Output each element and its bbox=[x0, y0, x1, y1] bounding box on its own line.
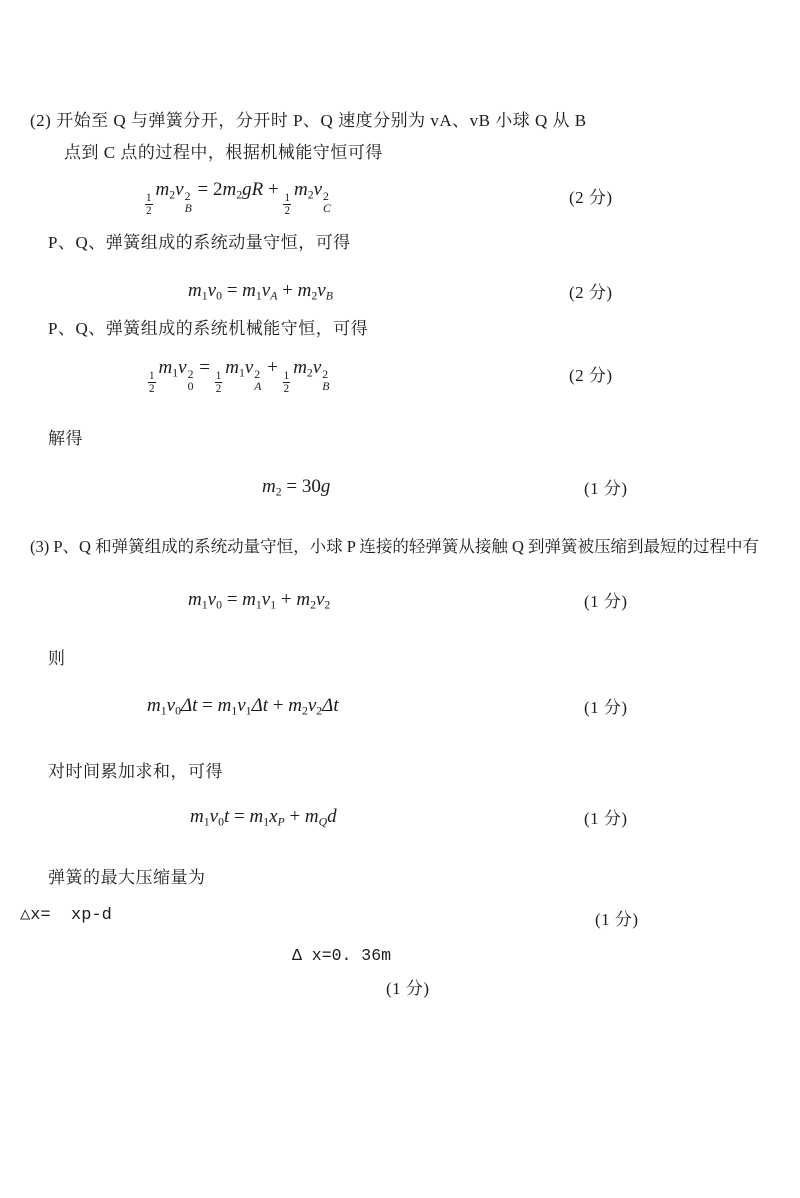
label-solve: 解得 bbox=[48, 429, 83, 448]
score-label-eq7: (1 分) bbox=[584, 809, 628, 828]
equation-impulse: $m_1v_0\Delta t = m_1v_1\Delta t + m_2v_2\Delta t$ bbox=[147, 695, 339, 718]
score-label-eq3: (2 分) bbox=[569, 366, 613, 385]
part2-intro-line1: (2) 开始至 Q 与弹簧分开，分开时 P、Q 速度分别为 vA、vB 小球 Q 从 B bbox=[30, 111, 587, 130]
score-label-eq5: (1 分) bbox=[584, 592, 628, 611]
label-momentum-conservation: P、Q、弹簧组成的系统动量守恒，可得 bbox=[48, 233, 351, 252]
equation-momentum-PQ: $m_1v_0 = m_1v_A + m_2v_B$ bbox=[188, 280, 333, 303]
equation-displacement: $m_1v_0t = m_1x_P + m_Qd$ bbox=[190, 806, 337, 829]
score-label-eq6: (1 分) bbox=[584, 698, 628, 717]
score-label-eq1: (2 分) bbox=[569, 188, 613, 207]
part2-intro-line2: 点到 C 点的过程中，根据机械能守恒可得 bbox=[64, 143, 383, 162]
score-label-eq4: (1 分) bbox=[584, 479, 628, 498]
part3-intro-line: (3) P、Q 和弹簧组成的系统动量守恒，小球 P 连接的轻弹簧从接触 Q 到弹簧被压缩到最短的过程中有 bbox=[30, 537, 760, 556]
label-mech-energy-conservation: P、Q、弹簧组成的系统机械能守恒，可得 bbox=[48, 319, 369, 338]
equation-m2-result: $m_2 = 30g$ bbox=[262, 476, 331, 499]
label-time-summation: 对时间累加求和，可得 bbox=[48, 762, 223, 781]
label-then: 则 bbox=[48, 649, 66, 668]
deltax-expression: △x= xp-d bbox=[20, 906, 112, 925]
deltax-result: Δ x=0. 36m bbox=[292, 946, 392, 965]
final-score-label: (1 分) bbox=[386, 979, 430, 998]
equation-mech-energy-BC: $\frac{1}{2}$ $m_2v$ 2 B = $2m_2gR$ + $\frac{1}{2}$ $m_2v$ 2 C bbox=[146, 179, 331, 218]
equation-mech-energy-PQ: $\frac{1}{2}$ $m_1v$ 2 0 = $\frac{1}{2}$ $m_1v$ 2 A + $\frac{1}{2}$ $m_2v$ 2 B bbox=[149, 357, 330, 396]
score-label-deltax: (1 分) bbox=[595, 910, 639, 929]
equation-momentum-2: $m_1v_0 = m_1v_1 + m_2v_2$ bbox=[188, 589, 331, 612]
label-max-compression: 弹簧的最大压缩量为 bbox=[48, 868, 206, 887]
score-label-eq2: (2 分) bbox=[569, 283, 613, 302]
